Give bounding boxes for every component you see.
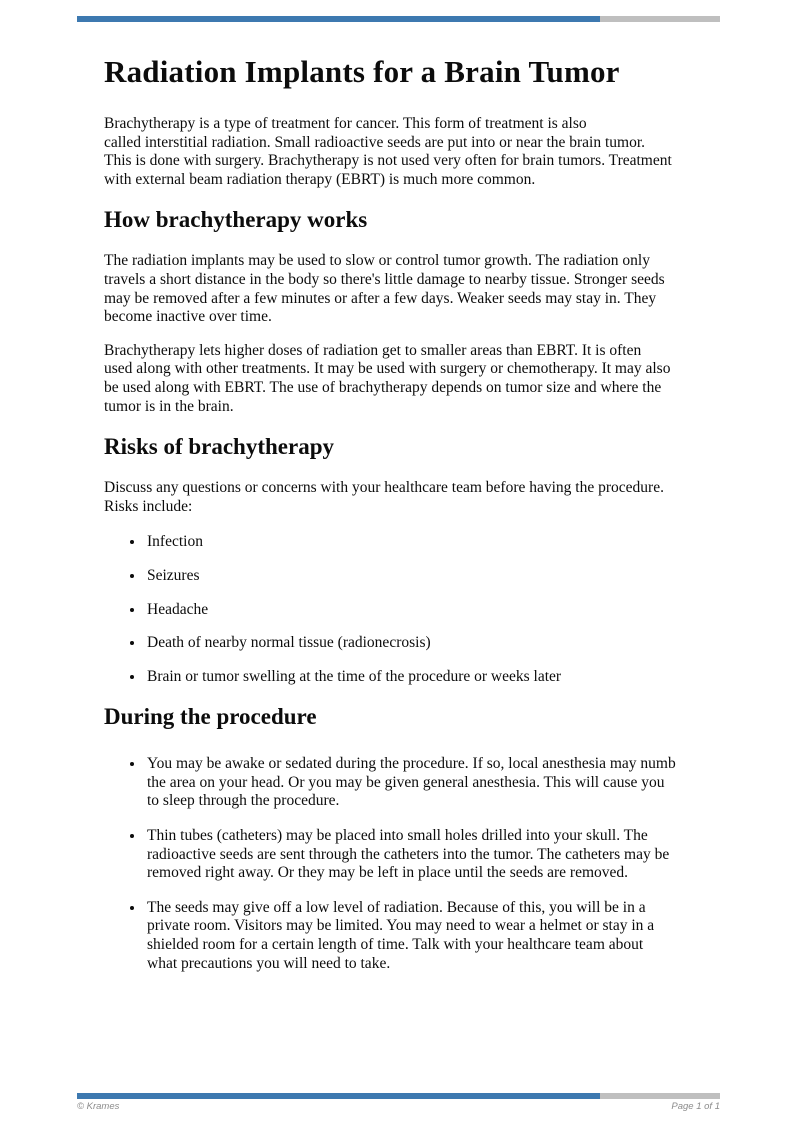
risk-list-item: • Infection <box>145 533 698 552</box>
procedure-list-item <box>145 755 698 811</box>
risk-list-item: • Headache <box>145 601 698 620</box>
paragraph-line: what precautions you will need to take. <box>147 954 391 972</box>
paragraph-line: Brachytherapy lets higher doses of radiation get to smaller areas than EBRT. It is often <box>104 341 642 359</box>
intro-paragraph <box>104 115 698 189</box>
paragraph-line: • Thin tubes (catheters) may be placed into small holes drilled into your skull. The <box>147 827 648 845</box>
document-content <box>104 0 698 989</box>
paragraph-line: The radiation implants may be used to slow or control tumor growth. The radiation only <box>104 252 650 270</box>
paragraph-line: shielded room for a certain length of time. Talk with your healthcare team about <box>147 936 644 954</box>
paragraph-line: with external beam radiation therapy (EBRT) is much more common. <box>104 170 536 188</box>
paragraph-line: • You may be awake or sedated during the procedure. If so, local anesthesia may numb <box>147 755 676 773</box>
paragraph-line: Brachytherapy is a type of treatment for cancer. This form of treatment is also <box>104 115 587 132</box>
risk-list-item: • Death of nearby normal tissue (radionecrosis) <box>145 634 698 653</box>
risk-list-item: • Seizures <box>145 567 698 586</box>
paragraph-line: travels a short distance in the body so there's little damage to nearby tissue. Stronger seeds <box>104 270 665 288</box>
footer-accent-bar-gray-segment <box>600 1093 720 1099</box>
paragraph-line: Discuss any questions or concerns with your healthcare team before having the procedure. <box>104 479 664 497</box>
risks-bullet-list <box>104 533 698 686</box>
risks-intro-paragraph <box>104 479 698 516</box>
paragraph-line: radioactive seeds are sent through the catheters into the tumor. The catheters may be <box>147 845 670 863</box>
how-works-paragraph-2 <box>104 342 698 416</box>
paragraph-line: to sleep through the procedure. <box>147 792 340 810</box>
paragraph-line: called interstitial radiation. Small radioactive seeds are put into or near the brain tumor. <box>104 133 646 151</box>
paragraph-line: become inactive over time. <box>104 308 272 326</box>
paragraph-line: Risks include: <box>104 497 193 515</box>
paragraph-line: be used along with EBRT. The use of brachytherapy depends on tumor size and where the <box>104 378 662 396</box>
section-heading-how-brachytherapy-works: How brachytherapy works <box>104 207 368 233</box>
paragraph-line: used along with other treatments. It may be used with surgery or chemotherapy. It may also <box>104 360 671 378</box>
footer-page-number: Page 1 of 1 <box>671 1101 720 1112</box>
paragraph-line: the area on your head. Or you may be given general anesthesia. This will cause you <box>147 773 665 791</box>
how-works-paragraph-1 <box>104 252 698 326</box>
footer-accent-bar <box>77 1093 720 1099</box>
procedure-bullet-list <box>104 755 698 973</box>
footer <box>77 1101 720 1112</box>
procedure-list-item <box>145 827 698 883</box>
page-title: Radiation Implants for a Brain Tumor <box>104 54 620 89</box>
paragraph-line: • The seeds may give off a low level of radiation. Because of this, you will be in a <box>147 898 646 916</box>
paragraph-line: tumor is in the brain. <box>104 397 234 415</box>
paragraph-line: may be removed after a few minutes or after a few days. Weaker seeds may stay in. They <box>104 289 657 307</box>
section-heading-during-the-procedure: During the procedure <box>104 704 317 730</box>
paragraph-line: private room. Visitors may be limited. You may need to wear a helmet or stay in a <box>147 917 655 935</box>
paragraph-line: This is done with surgery. Brachytherapy is not used very often for brain tumors. Treatment <box>104 152 672 170</box>
procedure-list-item <box>145 899 698 973</box>
risk-list-item: • Brain or tumor swelling at the time of the procedure or weeks later <box>145 668 698 687</box>
footer-copyright: © Krames <box>77 1101 120 1112</box>
section-heading-risks-of-brachytherapy: Risks of brachytherapy <box>104 434 335 460</box>
paragraph-line: removed right away. Or they may be left in place until the seeds are removed. <box>147 864 629 882</box>
footer-accent-bar-blue-segment <box>77 1093 600 1099</box>
